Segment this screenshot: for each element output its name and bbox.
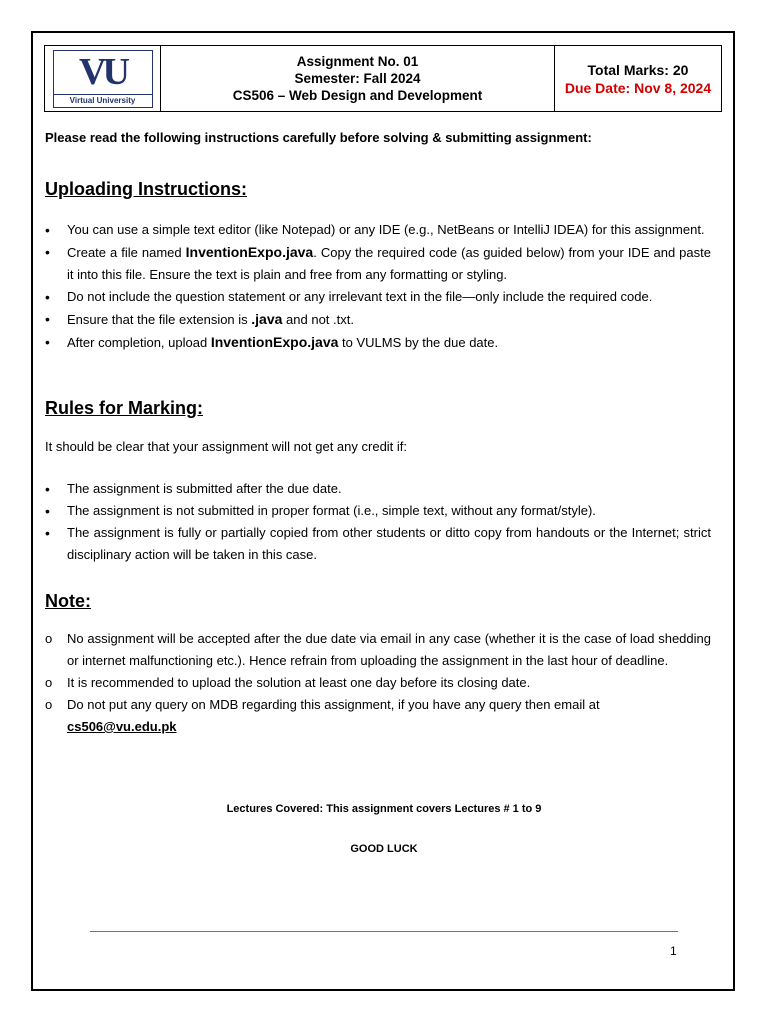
list-item: • After completion, upload InventionExpo.java to VULMS by the due date. [45, 331, 711, 354]
marks-cell [555, 46, 721, 111]
list-item: • The assignment is not submitted in proper format (i.e., simple text, without any format/style). [45, 500, 711, 522]
due-date: Due Date: Nov 8, 2024 [564, 79, 712, 96]
course-title: CS506 – Web Design and Development [232, 88, 483, 103]
semester: Semester: Fall 2024 [294, 71, 421, 86]
title-cell [161, 46, 555, 111]
logo-subtitle: Virtual University [54, 94, 152, 107]
list-item: o It is recommended to upload the solution at least one day before its closing date. [45, 672, 711, 694]
marking-list [45, 478, 711, 566]
assignment-number: Assignment No. 01 [296, 54, 419, 69]
uploading-heading: Uploading Instructions: [45, 179, 247, 199]
note-list [45, 628, 711, 738]
list-item: • You can use a simple text editor (like Notepad) or any IDE (e.g., NetBeans or IntelliJ IDEA) for this assignment. [45, 219, 711, 241]
good-luck: GOOD LUCK [350, 843, 418, 855]
list-item: • Do not include the question statement or any irrelevant text in the file—only include the required code. [45, 286, 711, 308]
page-number: 1 [670, 944, 677, 958]
marking-heading: Rules for Marking: [45, 398, 204, 418]
logo-cell [45, 46, 161, 111]
marking-intro: It should be clear that your assignment will not get any credit if: [45, 439, 408, 454]
note-heading: Note: [45, 591, 91, 611]
list-item: o No assignment will be accepted after the due date via email in any case (whether it is the case of load shedding or internet malfunctioning etc.). Hence refrain from uploading the assignment in the last hour of deadline. [45, 628, 711, 672]
footer-divider [90, 931, 678, 932]
list-item: • Ensure that the file extension is .java and not .txt. [45, 308, 711, 331]
uploading-list [45, 219, 711, 354]
logo-text: VU [79, 51, 126, 93]
instructions-intro: Please read the following instructions carefully before solving & submitting assignment: [45, 130, 592, 145]
lectures-covered: Lectures Covered: This assignment covers Lectures # 1 to 9 [226, 803, 542, 815]
list-item: • The assignment is fully or partially copied from other students or ditto copy from handouts or the Internet; strict disciplinary action will be taken in this case. [45, 522, 711, 566]
header-table [44, 45, 722, 112]
list-item: o Do not put any query on MDB regarding this assignment, if you have any query then email at cs506@vu.edu.pk [45, 694, 711, 738]
list-item: • The assignment is submitted after the due date. [45, 478, 711, 500]
support-email-link[interactable]: cs506@vu.edu.pk [67, 719, 177, 734]
university-logo [53, 50, 153, 108]
list-item: • Create a file named InventionExpo.java. Copy the required code (as guided below) from your IDE and paste it into this file. Ensure the text is plain and free from any formatting or styling. [45, 241, 711, 286]
total-marks: Total Marks: 20 [587, 61, 689, 78]
